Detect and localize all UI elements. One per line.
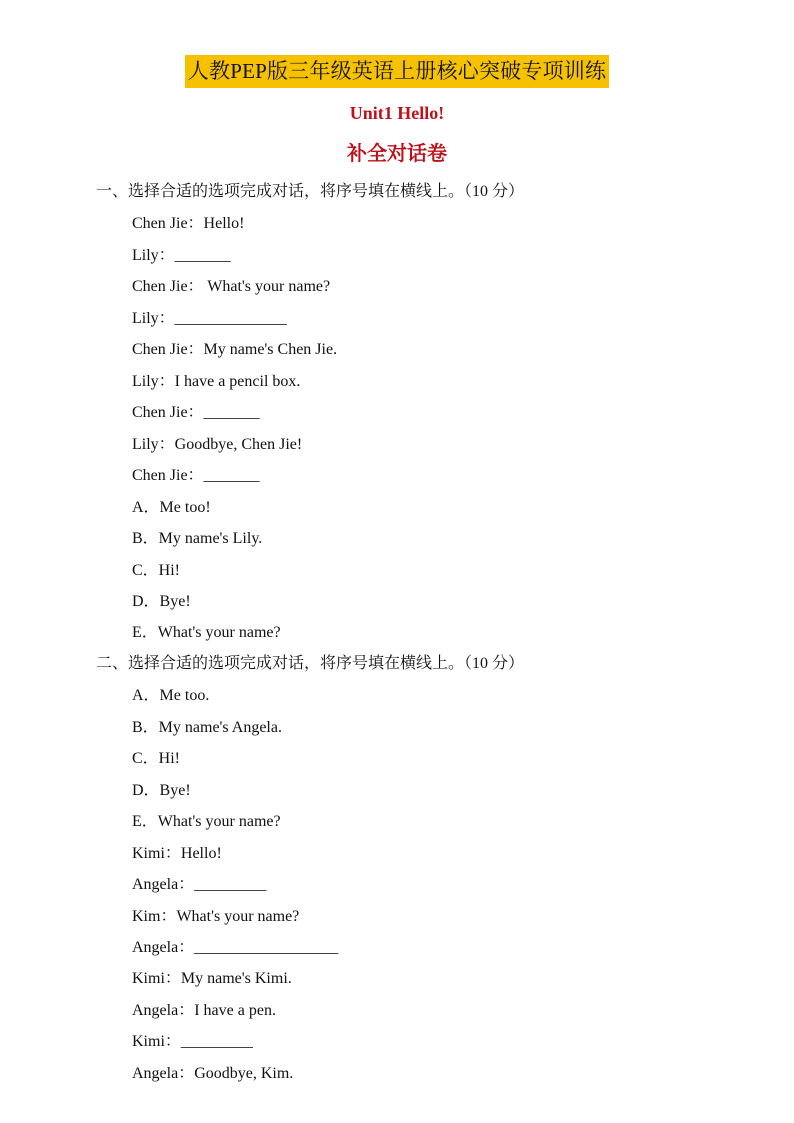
dialogue-line: Lily：Goodbye, Chen Jie! (132, 436, 303, 453)
option-item: A．Me too! (132, 499, 211, 516)
dialogue-line: Kimi：My name's Kimi. (132, 970, 292, 987)
dialogue-line: Chen Jie：_______ (132, 467, 260, 484)
option-item: E．What's your name? (132, 624, 281, 641)
dialogue-line: Kimi：Hello! (132, 845, 222, 862)
dialogue-line: Angela：_________ (132, 876, 267, 893)
dialogue-line: Chen Jie：My name's Chen Jie. (132, 341, 338, 358)
title-bar (0, 55, 794, 88)
option-item: C．Hi! (132, 562, 181, 579)
option-item: E．What's your name? (132, 813, 281, 830)
dialogue-line: Chen Jie： What's your name? (132, 278, 331, 295)
dialogue-line: Lily：______________ (132, 310, 287, 327)
section-heading: 补全对话卷 (347, 141, 447, 165)
option-item: A．Me too. (132, 687, 210, 704)
option-item: D．Bye! (132, 593, 191, 610)
dialogue-line: Angela：Goodbye, Kim. (132, 1065, 294, 1082)
dialogue-line: Chen Jie：_______ (132, 404, 260, 421)
dialogue-line: Lily：_______ (132, 247, 231, 264)
dialogue-line: Kimi：_________ (132, 1033, 253, 1050)
dialogue-line: Angela：__________________ (132, 939, 339, 956)
dialogue-line: Angela：I have a pen. (132, 1002, 276, 1019)
section2-instruction: 二、选择合适的选项完成对话，将序号填在横线上。（10 分） (96, 655, 525, 672)
option-item: B．My name's Angela. (132, 719, 282, 736)
unit-subtitle: Unit1 Hello! (349, 103, 445, 123)
page-title: 人教PEP版三年级英语上册核心突破专项训练 (185, 55, 609, 88)
option-item: D．Bye! (132, 782, 191, 799)
section1-instruction: 一、选择合适的选项完成对话，将序号填在横线上。（10 分） (96, 183, 525, 200)
option-item: B．My name's Lily. (132, 530, 263, 547)
dialogue-line: Kim：What's your name? (132, 908, 300, 925)
dialogue-line: Lily：I have a pencil box. (132, 373, 301, 390)
dialogue-line: Chen Jie：Hello! (132, 215, 245, 232)
option-item: C．Hi! (132, 750, 181, 767)
